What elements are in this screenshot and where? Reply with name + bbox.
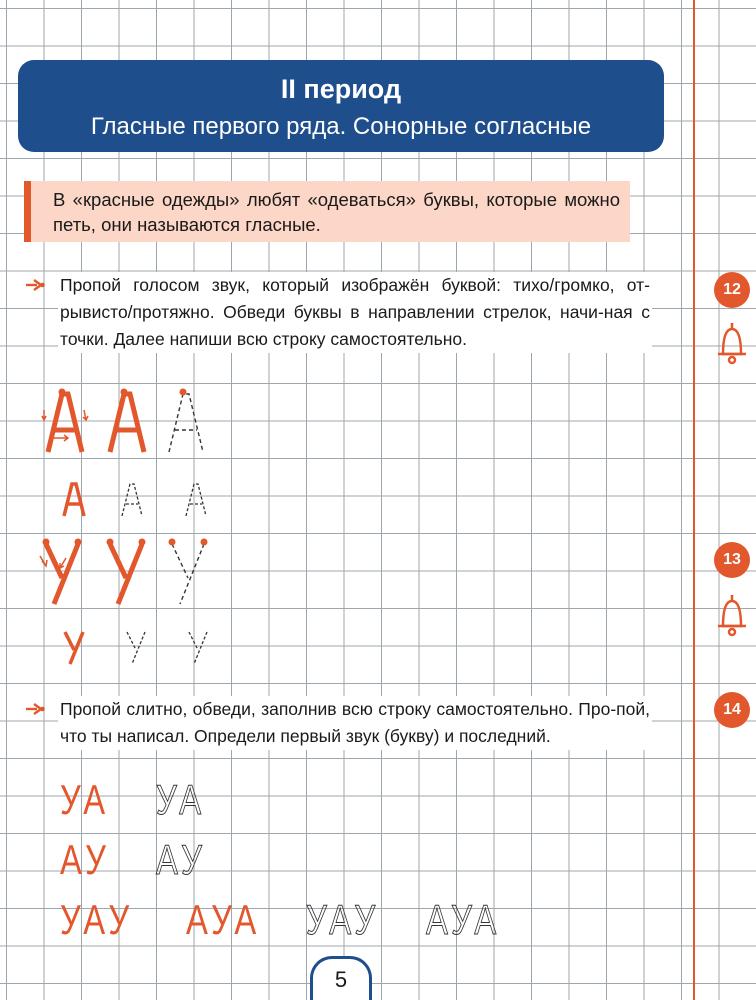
letter-a-dashed [165, 386, 207, 458]
sequence-au-dashed: АУ [156, 836, 207, 883]
period-title: II период [280, 74, 402, 104]
letter-u-small-dashed [186, 630, 210, 666]
info-box [24, 181, 630, 242]
arrow-bullet-icon [24, 700, 46, 718]
task-2-text: Пропой слитно, обведи, заполнив всю строку самостоятельно. Про-пой, что ты написал. Определи первый звук (букву) и последний. [58, 696, 652, 750]
sequence-au-solid: АУ [60, 836, 111, 883]
info-text: В «красные одежды» любят «одеваться» буквы, которые можно петь, они называются гласные. [53, 189, 620, 235]
sequence-uau-solid: УАУ [60, 896, 134, 943]
letter-u-dashed [166, 536, 210, 608]
bell-icon [714, 320, 750, 368]
exercise-number-badge: 14 [714, 692, 750, 728]
exercise-number-badge: 12 [714, 272, 750, 308]
sequence-ua-dashed: УА [156, 776, 206, 823]
letter-u-solid [104, 536, 148, 608]
page-number: 5 [334, 967, 348, 992]
sequence-aua-solid: АУА [186, 896, 261, 943]
arrow-bullet-icon [24, 276, 46, 294]
section-header [18, 60, 664, 152]
margin-line [693, 0, 695, 1000]
letter-a-small-dashed [120, 482, 144, 518]
sequence-ua-solid: УА [60, 776, 110, 823]
section-subtitle: Гласные первого ряда. Сонорные согласные [90, 113, 592, 140]
letter-a-small-dashed [184, 482, 208, 518]
bell-icon [714, 592, 750, 640]
sequence-aua-dashed: АУА [426, 896, 501, 943]
page-number-tab [310, 956, 372, 1000]
sequence-uau-dashed: УАУ [306, 896, 380, 943]
letter-a-solid [106, 386, 148, 458]
letter-u-with-arrows [36, 536, 88, 608]
letter-a-with-arrows [40, 386, 90, 458]
letter-u-small-dashed [124, 630, 148, 666]
exercise-number-badge: 13 [714, 542, 750, 578]
task-1-text: Пропой голосом звук, который изображён буквой: тихо/громко, от-рывисто/протяжно. Обведи буквы в направлении стрелок, начи-ная с точки. Далее напиши всю строку самостоятельно. [58, 272, 652, 353]
letter-u-small-solid [62, 630, 86, 666]
letter-a-small-solid [62, 482, 86, 518]
